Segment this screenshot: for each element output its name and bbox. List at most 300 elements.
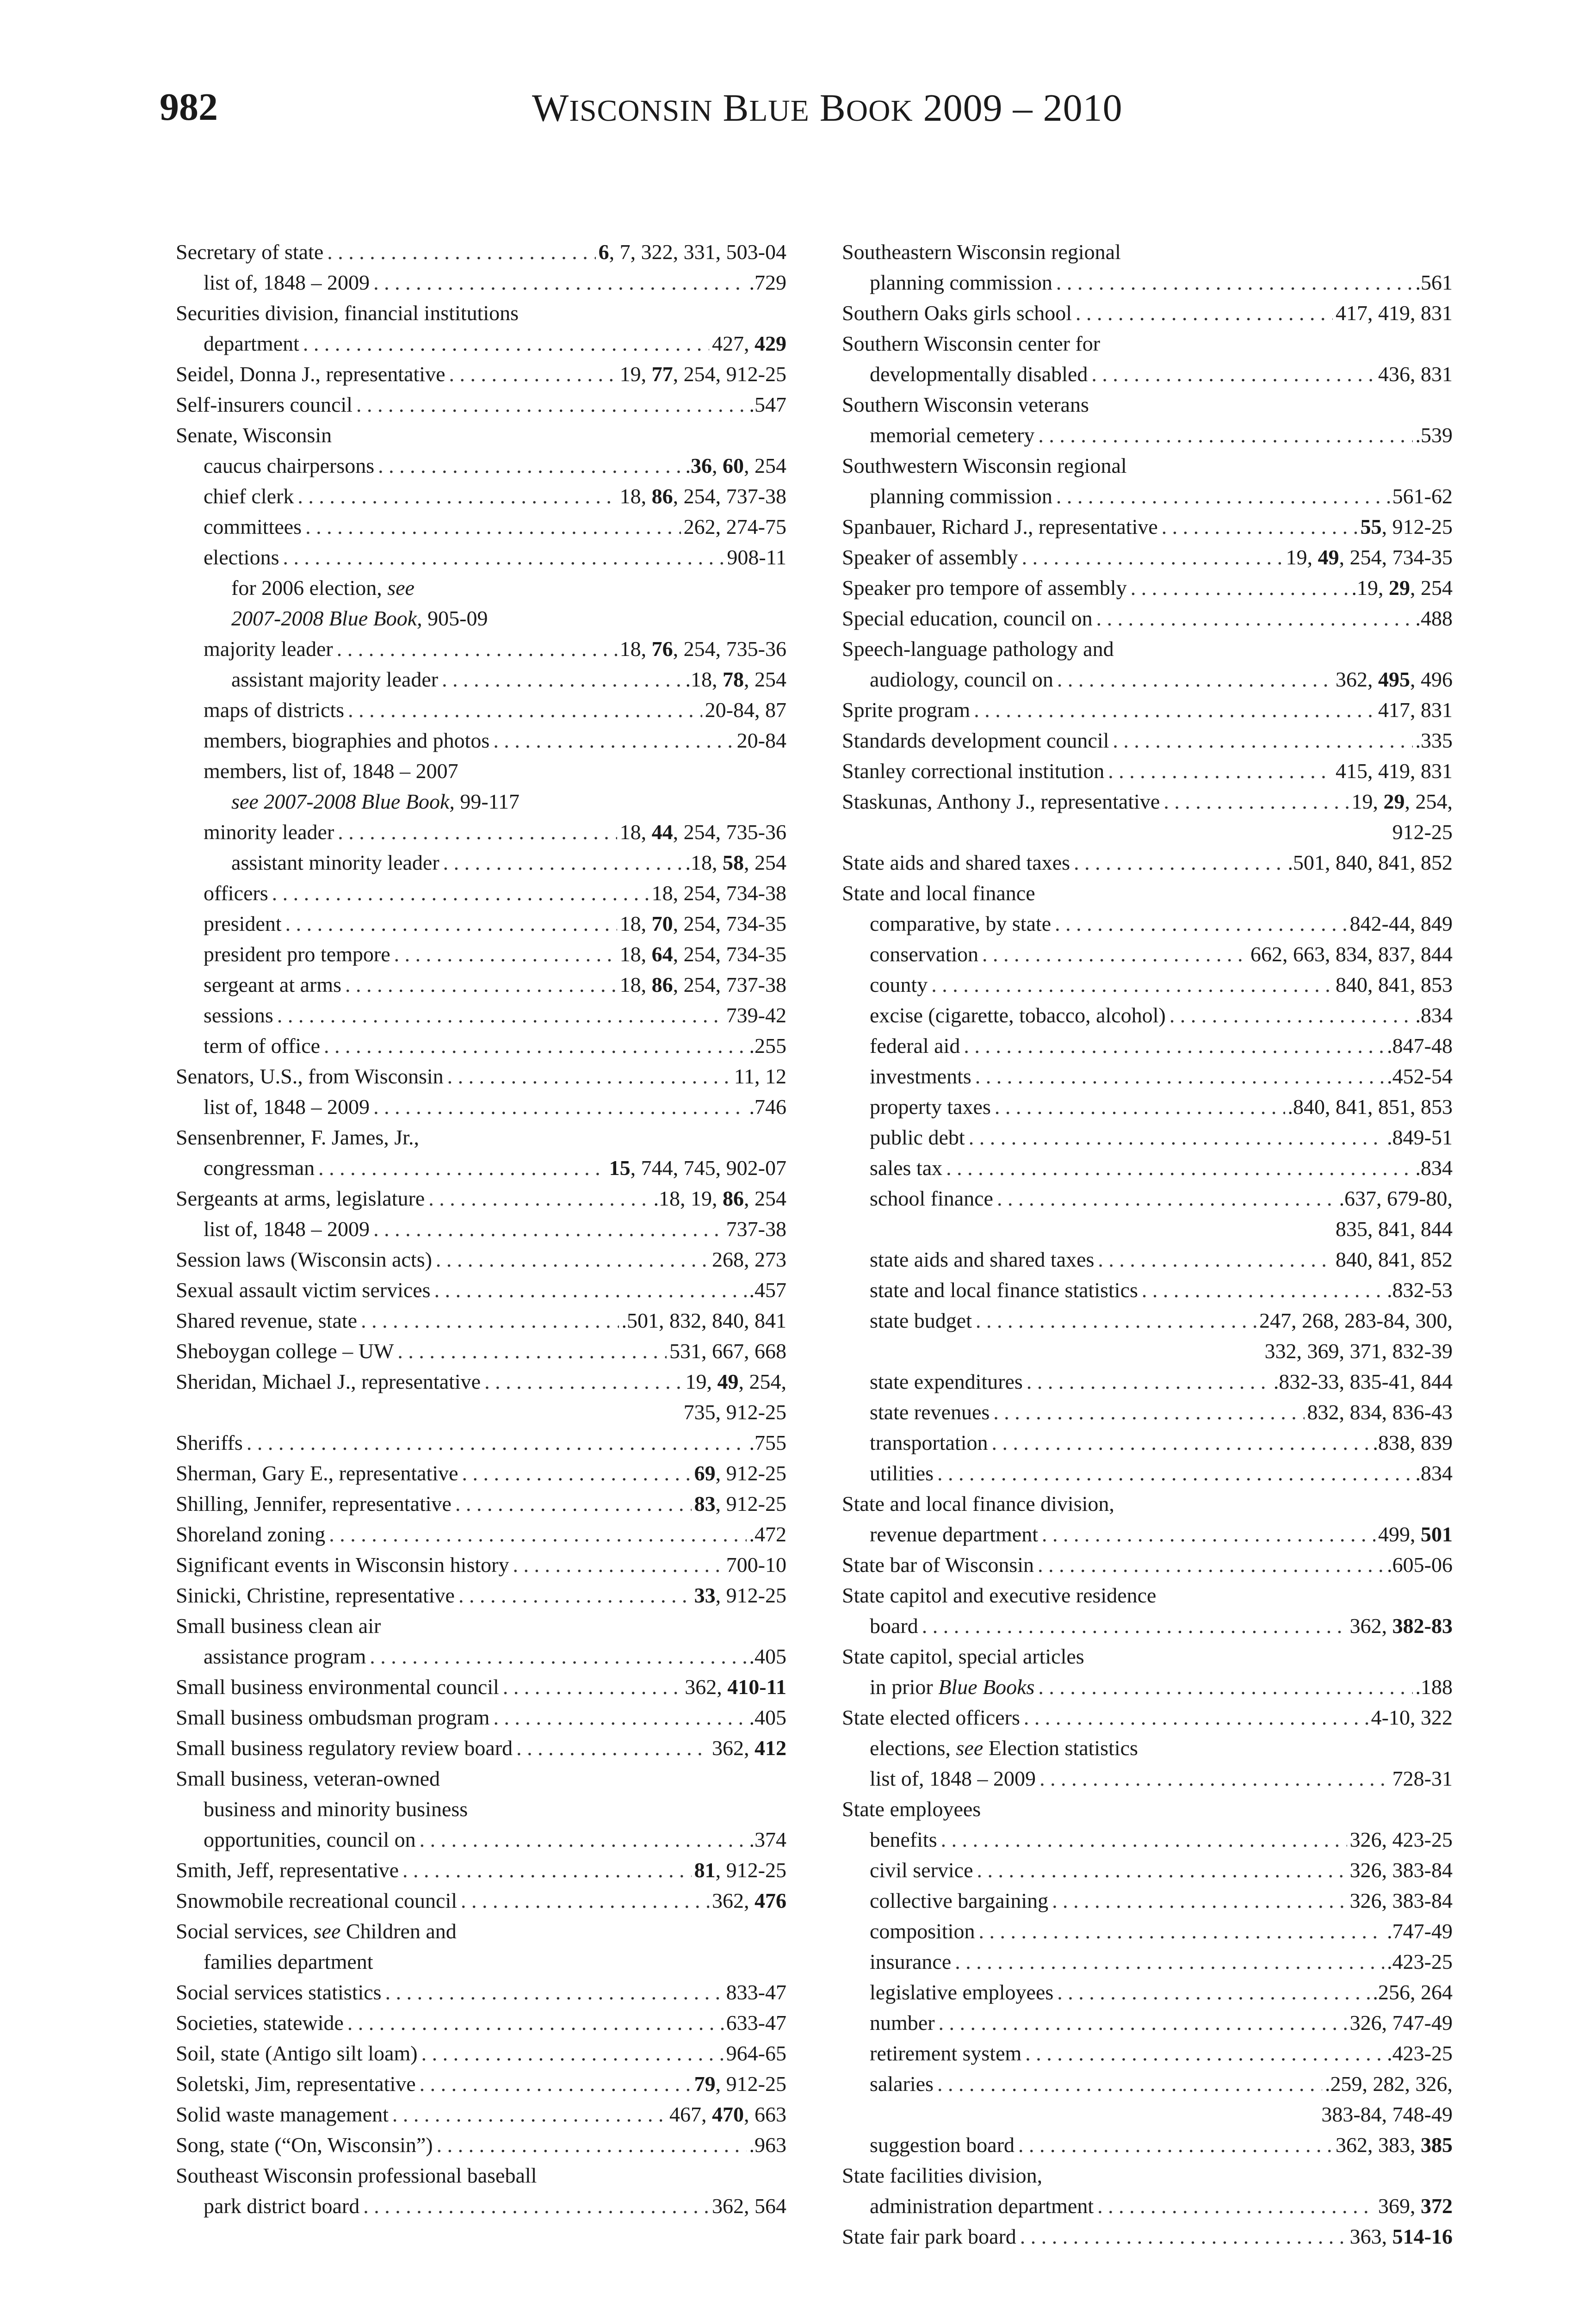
index-entry bbox=[176, 1886, 786, 1916]
leader-dots bbox=[937, 1824, 1347, 1855]
entry-pages: 908-11 bbox=[727, 545, 786, 569]
leader-dots bbox=[294, 481, 617, 512]
entry-term: president pro tempore bbox=[204, 942, 390, 966]
entry-term: sessions bbox=[204, 1003, 273, 1027]
leader-dots bbox=[452, 1489, 692, 1519]
page-number: 982 bbox=[160, 86, 218, 129]
leader-dots bbox=[1166, 1000, 1413, 1031]
entry-term: Session laws (Wisconsin acts) bbox=[176, 1248, 432, 1271]
entry-term: memorial cemetery bbox=[870, 423, 1035, 447]
index-subentry bbox=[842, 2069, 1453, 2099]
entry-term: list of, 1848 – 2009 bbox=[870, 1767, 1036, 1790]
entry-pages: 362, 383, 385 bbox=[1336, 2133, 1453, 2157]
leader-dots bbox=[1158, 512, 1358, 542]
entry-pages: .547 bbox=[749, 393, 786, 416]
index-entry bbox=[842, 878, 1453, 909]
entry-pages: 436, 831 bbox=[1378, 362, 1453, 386]
index-entry bbox=[176, 1336, 786, 1367]
index-entry bbox=[842, 2160, 1453, 2191]
index-entry bbox=[176, 390, 786, 420]
entry-pages: 326, 383-84 bbox=[1349, 1889, 1453, 1912]
index-subentry bbox=[842, 1122, 1453, 1153]
leader-dots bbox=[334, 817, 617, 847]
entry-pages: 633-47 bbox=[726, 2011, 786, 2035]
leader-dots bbox=[1053, 1977, 1370, 2008]
entry-pages: 4-10, 322 bbox=[1371, 1706, 1453, 1729]
entry-pages: 19, 77, 254, 912-25 bbox=[619, 362, 786, 386]
entry-term: families department bbox=[204, 1950, 373, 1973]
index-subentry bbox=[176, 1794, 786, 1824]
leader-dots bbox=[942, 1153, 1412, 1183]
entry-pages: 835, 841, 844 bbox=[1336, 1217, 1453, 1241]
leader-dots bbox=[394, 1336, 667, 1367]
leader-dots bbox=[341, 970, 617, 1000]
leader-dots bbox=[1038, 1519, 1375, 1550]
entry-pages: 20-84 bbox=[736, 729, 786, 752]
entry-term: Speaker of assembly bbox=[842, 545, 1018, 569]
entry-pages: .729 bbox=[749, 271, 786, 294]
index-entry bbox=[176, 1519, 786, 1550]
index-subentry bbox=[176, 756, 786, 786]
index-entry bbox=[176, 1305, 786, 1336]
leader-dots bbox=[382, 1977, 724, 2008]
entry-term: State aids and shared taxes bbox=[842, 851, 1070, 874]
entry-term: Special education, council on bbox=[842, 606, 1093, 630]
entry-term: federal aid bbox=[870, 1034, 960, 1058]
leader-dots bbox=[934, 1458, 1413, 1489]
title-b: B bbox=[723, 87, 749, 130]
entry-term: congressman bbox=[204, 1156, 315, 1180]
entry-term: transportation bbox=[870, 1431, 988, 1454]
entry-term: Sheridan, Michael J., representative bbox=[176, 1370, 481, 1393]
entry-term: Southeastern Wisconsin regional bbox=[842, 240, 1121, 264]
entry-pages: 415, 419, 831 bbox=[1336, 759, 1453, 783]
leader-dots bbox=[489, 725, 734, 756]
entry-term: sergeant at arms bbox=[204, 973, 342, 996]
entry-pages: 417, 419, 831 bbox=[1336, 301, 1453, 325]
entry-term: insurance bbox=[870, 1950, 952, 1973]
leader-dots bbox=[273, 1000, 724, 1031]
index-entry bbox=[176, 1855, 786, 1886]
entry-pages: 247, 268, 283-84, 300, bbox=[1259, 1309, 1453, 1332]
entry-pages: 739-42 bbox=[726, 1003, 786, 1027]
leader-dots bbox=[489, 1702, 746, 1733]
entry-pages: 18, 76, 254, 735-36 bbox=[619, 637, 786, 661]
entry-pages: .18, 19, 86, 254 bbox=[653, 1187, 786, 1210]
entry-pages: 83, 912-25 bbox=[694, 1492, 786, 1515]
entry-term: Soil, state (Antigo silt loam) bbox=[176, 2041, 418, 2065]
index-subentry bbox=[176, 939, 786, 970]
entry-term: planning commission bbox=[870, 484, 1052, 508]
index-subentry bbox=[176, 451, 786, 481]
index-entry bbox=[176, 1428, 786, 1458]
entry-pages: .18, 58, 254 bbox=[685, 851, 786, 874]
index-subentry bbox=[176, 573, 786, 603]
entry-pages: .561 bbox=[1415, 271, 1453, 294]
index-entry bbox=[176, 1763, 786, 1794]
index-subentry bbox=[176, 878, 786, 909]
entry-pages: 362, 564 bbox=[712, 2194, 786, 2218]
leader-dots bbox=[928, 970, 1333, 1000]
index-subentry bbox=[842, 1061, 1453, 1092]
entry-term: assistant minority leader bbox=[231, 851, 439, 874]
entry-term: Southern Wisconsin veterans bbox=[842, 393, 1089, 416]
title-w: W bbox=[532, 87, 569, 130]
entry-pages: 499, 501 bbox=[1378, 1522, 1453, 1546]
entry-term: Standards development council bbox=[842, 729, 1109, 752]
entry-term: majority leader bbox=[204, 637, 333, 661]
entry-term: elections, see Election statistics bbox=[870, 1736, 1138, 1760]
index-entry bbox=[842, 695, 1453, 725]
entry-pages: 531, 667, 668 bbox=[669, 1339, 786, 1363]
leader-dots bbox=[1036, 1763, 1390, 1794]
leader-dots bbox=[333, 634, 617, 664]
entry-term: public debt bbox=[870, 1126, 965, 1149]
entry-term: benefits bbox=[870, 1828, 937, 1851]
index-entry-continuation bbox=[842, 2099, 1453, 2130]
entry-term: state and local finance statistics bbox=[870, 1278, 1138, 1302]
entry-pages: .834 bbox=[1415, 1156, 1453, 1180]
title-isconsin: ISCONSIN bbox=[569, 94, 713, 128]
index-subentry bbox=[176, 1092, 786, 1122]
entry-term: see 2007-2008 Blue Book, 99-117 bbox=[231, 790, 520, 813]
index-subentry bbox=[176, 267, 786, 298]
leader-dots bbox=[971, 1061, 1384, 1092]
entry-term: Shilling, Jennifer, representative bbox=[176, 1492, 452, 1515]
index-subentry bbox=[176, 1000, 786, 1031]
entry-term: State elected officers bbox=[842, 1706, 1020, 1729]
leader-dots bbox=[988, 1428, 1370, 1458]
leader-dots bbox=[1015, 2130, 1333, 2160]
entry-pages: 840, 841, 852 bbox=[1336, 1248, 1453, 1271]
entry-pages: 18, 86, 254, 737-38 bbox=[619, 973, 786, 996]
index-subentry bbox=[842, 420, 1453, 451]
entry-term: board bbox=[870, 1614, 918, 1638]
entry-term: utilities bbox=[870, 1461, 934, 1485]
entry-pages: 326, 423-25 bbox=[1349, 1828, 1453, 1851]
index-subentry bbox=[842, 1763, 1453, 1794]
index-subentry bbox=[842, 1367, 1453, 1397]
title-ook: OOK bbox=[846, 94, 913, 128]
entry-pages: 15, 744, 745, 902-07 bbox=[609, 1156, 786, 1180]
entry-pages: .637, 679-80, bbox=[1339, 1187, 1453, 1210]
index-entry bbox=[842, 1702, 1453, 1733]
index-entry bbox=[176, 2038, 786, 2069]
entry-term: officers bbox=[204, 881, 268, 905]
entry-term: property taxes bbox=[870, 1095, 991, 1119]
entry-term: Small business environmental council bbox=[176, 1675, 499, 1699]
entry-pages: 6, 7, 322, 331, 503-04 bbox=[598, 240, 786, 264]
leader-dots bbox=[432, 1244, 709, 1275]
index-entry bbox=[842, 2221, 1453, 2252]
entry-term: State fair park board bbox=[842, 2225, 1016, 2248]
leader-dots bbox=[299, 328, 709, 359]
entry-term: Snowmobile recreational council bbox=[176, 1889, 458, 1912]
leader-dots bbox=[445, 359, 617, 390]
leader-dots bbox=[357, 1305, 619, 1336]
entry-term: park district board bbox=[204, 2194, 360, 2218]
leader-dots bbox=[1053, 664, 1333, 695]
entry-term: Smith, Jeff, representative bbox=[176, 1858, 399, 1882]
index-entry bbox=[176, 2099, 786, 2130]
leader-dots bbox=[315, 1153, 606, 1183]
entry-pages: .423-25 bbox=[1387, 2041, 1453, 2065]
leader-dots bbox=[458, 1458, 692, 1489]
index-entry bbox=[842, 542, 1453, 573]
entry-pages: 262, 274-75 bbox=[683, 515, 786, 538]
entry-term: Senators, U.S., from Wisconsin bbox=[176, 1064, 444, 1088]
leader-dots bbox=[1048, 1886, 1347, 1916]
index-subentry bbox=[842, 1916, 1453, 1947]
entry-pages: .746 bbox=[749, 1095, 786, 1119]
entry-pages: .259, 282, 326, bbox=[1325, 2072, 1453, 2096]
leader-dots bbox=[353, 390, 747, 420]
leader-dots bbox=[1020, 1702, 1368, 1733]
index-subentry bbox=[176, 542, 786, 573]
entry-pages: .405 bbox=[749, 1706, 786, 1729]
entry-pages: .539 bbox=[1415, 423, 1453, 447]
entry-pages: 19, 49, 254, 734-35 bbox=[1286, 545, 1453, 569]
entry-pages: 362, 476 bbox=[712, 1889, 786, 1912]
index-entry bbox=[176, 1244, 786, 1275]
index-entry bbox=[176, 2008, 786, 2038]
leader-dots bbox=[366, 1641, 746, 1672]
entry-term: Senate, Wisconsin bbox=[176, 423, 332, 447]
entry-term: caucus chairpersons bbox=[204, 454, 375, 477]
entry-term: State facilities division, bbox=[842, 2164, 1043, 2187]
leader-dots bbox=[1094, 2191, 1375, 2221]
leader-dots bbox=[1094, 1244, 1333, 1275]
index-entry bbox=[842, 451, 1453, 481]
entry-term: members, biographies and photos bbox=[204, 729, 490, 752]
entry-pages: 737-38 bbox=[726, 1217, 786, 1241]
entry-term: list of, 1848 – 2009 bbox=[204, 271, 370, 294]
entry-pages: .452-54 bbox=[1387, 1064, 1453, 1088]
leader-dots bbox=[951, 1947, 1384, 1977]
entry-pages: .605-06 bbox=[1387, 1553, 1453, 1577]
leader-dots bbox=[1023, 1367, 1271, 1397]
entry-term: State and local finance division, bbox=[842, 1492, 1114, 1515]
entry-pages: 18, 254, 734-38 bbox=[651, 881, 786, 905]
index-subentry bbox=[842, 2008, 1453, 2038]
index-entry bbox=[842, 725, 1453, 756]
entry-term: collective bargaining bbox=[870, 1889, 1049, 1912]
entry-term: list of, 1848 – 2009 bbox=[204, 1217, 370, 1241]
entry-term: Secretary of state bbox=[176, 240, 324, 264]
leader-dots bbox=[1127, 573, 1349, 603]
leader-dots bbox=[431, 1275, 747, 1305]
entry-pages: .488 bbox=[1415, 606, 1453, 630]
index-subentry bbox=[176, 909, 786, 939]
leader-dots bbox=[359, 2191, 709, 2221]
index-column-left bbox=[176, 237, 786, 2221]
index-subentry bbox=[842, 1886, 1453, 1916]
leader-dots bbox=[370, 267, 746, 298]
entry-pages: .834 bbox=[1415, 1461, 1453, 1485]
entry-term: Speaker pro tempore of assembly bbox=[842, 576, 1127, 600]
leader-dots bbox=[970, 695, 1375, 725]
entry-term: Small business ombudsman program bbox=[176, 1706, 490, 1729]
leader-dots bbox=[1021, 2038, 1384, 2069]
entry-term: composition bbox=[870, 1919, 975, 1943]
leader-dots bbox=[457, 1886, 709, 1916]
leader-dots bbox=[1052, 481, 1390, 512]
entry-term: Sheriffs bbox=[176, 1431, 243, 1454]
entry-term: Soletski, Jim, representative bbox=[176, 2072, 416, 2096]
entry-term: civil service bbox=[870, 1858, 973, 1882]
entry-term: Securities division, financial institutions bbox=[176, 301, 519, 325]
leader-dots bbox=[1034, 1550, 1384, 1580]
leader-dots bbox=[972, 1305, 1256, 1336]
entry-term: Song, state (“On, Wisconsin”) bbox=[176, 2133, 433, 2157]
entry-term: Sergeants at arms, legislature bbox=[176, 1187, 425, 1210]
index-subentry bbox=[842, 359, 1453, 390]
entry-term: minority leader bbox=[204, 820, 334, 844]
entry-term: in prior Blue Books bbox=[870, 1675, 1035, 1699]
leader-dots bbox=[978, 939, 1248, 970]
entry-term: Shoreland zoning bbox=[176, 1522, 326, 1546]
leader-dots bbox=[320, 1031, 746, 1061]
entry-pages: 427, 429 bbox=[712, 332, 786, 355]
entry-term: investments bbox=[870, 1064, 971, 1088]
entry-pages: 18, 86, 254, 737-38 bbox=[619, 484, 786, 508]
leader-dots bbox=[1034, 420, 1412, 451]
entry-term: conservation bbox=[870, 942, 979, 966]
entry-term: Southern Oaks girls school bbox=[842, 301, 1072, 325]
index-entry-continuation bbox=[842, 817, 1453, 847]
leader-dots bbox=[960, 1031, 1384, 1061]
index-entry bbox=[842, 328, 1453, 359]
entry-pages: 268, 273 bbox=[712, 1248, 786, 1271]
entry-term: Sexual assault victim services bbox=[176, 1278, 431, 1302]
entry-term: State capitol, special articles bbox=[842, 1645, 1084, 1668]
entry-term: Sheboygan college – UW bbox=[176, 1339, 394, 1363]
entry-pages: .747-49 bbox=[1387, 1919, 1453, 1943]
index-entry bbox=[842, 1580, 1453, 1611]
leader-dots bbox=[268, 878, 649, 909]
entry-term: Small business, veteran-owned bbox=[176, 1767, 440, 1790]
entry-pages: 832, 834, 836-43 bbox=[1307, 1400, 1453, 1424]
entry-term: salaries bbox=[870, 2072, 934, 2096]
index-subentry bbox=[842, 2191, 1453, 2221]
entry-term: list of, 1848 – 2009 bbox=[204, 1095, 370, 1119]
leader-dots bbox=[370, 1214, 724, 1244]
index-subentry bbox=[842, 2038, 1453, 2069]
entry-pages: 18, 70, 254, 734-35 bbox=[619, 912, 786, 935]
leader-dots bbox=[1088, 359, 1375, 390]
index-entry-continuation bbox=[842, 1336, 1453, 1367]
index-subentry bbox=[842, 1153, 1453, 1183]
entry-term: retirement system bbox=[870, 2041, 1022, 2065]
leader-dots bbox=[279, 542, 724, 573]
index-entry bbox=[842, 603, 1453, 634]
leader-dots bbox=[481, 1367, 682, 1397]
index-subentry bbox=[842, 909, 1453, 939]
entry-term: legislative employees bbox=[870, 1980, 1054, 2004]
index-subentry bbox=[842, 1611, 1453, 1641]
leader-dots bbox=[416, 2069, 692, 2099]
entry-term: committees bbox=[204, 515, 302, 538]
entry-term: suggestion board bbox=[870, 2133, 1015, 2157]
entry-pages: .849-51 bbox=[1387, 1126, 1453, 1149]
entry-term: Southeast Wisconsin professional baseball bbox=[176, 2164, 537, 2187]
entry-pages: .755 bbox=[749, 1431, 786, 1454]
entry-pages: .18, 78, 254 bbox=[685, 668, 786, 691]
entry-pages: .834 bbox=[1415, 1003, 1453, 1027]
title-lue: LUE bbox=[749, 94, 810, 128]
index-entry bbox=[176, 1275, 786, 1305]
index-entry bbox=[842, 1641, 1453, 1672]
entry-term: Sherman, Gary E., representative bbox=[176, 1461, 458, 1485]
index-entry bbox=[842, 298, 1453, 328]
leader-dots bbox=[370, 1092, 746, 1122]
entry-term: assistant majority leader bbox=[231, 668, 439, 691]
index-subentry bbox=[176, 817, 786, 847]
index-entry bbox=[176, 298, 786, 328]
entry-pages: 362, 495, 496 bbox=[1336, 668, 1453, 691]
entry-pages: 662, 663, 834, 837, 844 bbox=[1250, 942, 1453, 966]
entry-term: opportunities, council on bbox=[204, 1828, 416, 1851]
index-subentry bbox=[176, 786, 786, 817]
index-entry-continuation bbox=[842, 1214, 1453, 1244]
leader-dots bbox=[344, 2008, 724, 2038]
leader-dots bbox=[1104, 756, 1333, 786]
entry-pages: 912-25 bbox=[1392, 820, 1453, 844]
leader-dots bbox=[344, 695, 702, 725]
index-column-right bbox=[842, 237, 1453, 2252]
entry-term: Social services, see Children and bbox=[176, 1919, 457, 1943]
index-subentry bbox=[842, 1458, 1453, 1489]
leader-dots bbox=[1160, 786, 1349, 817]
running-header bbox=[532, 87, 1123, 130]
leader-dots bbox=[302, 512, 681, 542]
index-entry bbox=[842, 573, 1453, 603]
leader-dots bbox=[990, 1397, 1304, 1428]
index-entry bbox=[176, 1183, 786, 1214]
index-subentry bbox=[176, 664, 786, 695]
title-years: 2009 – 2010 bbox=[923, 87, 1123, 130]
leader-dots bbox=[455, 1580, 692, 1611]
leader-dots bbox=[390, 939, 617, 970]
entry-term: term of office bbox=[204, 1034, 321, 1058]
entry-pages: 81, 912-25 bbox=[694, 1858, 786, 1882]
index-entry bbox=[176, 1122, 786, 1153]
entry-term: Sinicki, Christine, representative bbox=[176, 1583, 455, 1607]
index-subentry bbox=[842, 1977, 1453, 2008]
index-subentry bbox=[842, 1305, 1453, 1336]
index-subentry bbox=[842, 1183, 1453, 1214]
entry-term: revenue department bbox=[870, 1522, 1038, 1546]
entry-pages: .335 bbox=[1415, 729, 1453, 752]
entry-term: comparative, by state bbox=[870, 912, 1052, 935]
entry-term: State and local finance bbox=[842, 881, 1035, 905]
entry-pages: .838, 839 bbox=[1373, 1431, 1453, 1454]
index-subentry bbox=[842, 1733, 1453, 1763]
index-subentry bbox=[176, 328, 786, 359]
leader-dots bbox=[975, 1916, 1384, 1947]
leader-dots bbox=[1070, 847, 1285, 878]
index-entry bbox=[842, 1489, 1453, 1519]
entry-pages: 55, 912-25 bbox=[1360, 515, 1453, 538]
index-entry bbox=[176, 1611, 786, 1641]
index-entry-continuation bbox=[176, 1397, 786, 1428]
entry-term: assistance program bbox=[204, 1645, 366, 1668]
index-subentry bbox=[176, 847, 786, 878]
leader-dots bbox=[1138, 1275, 1384, 1305]
index-subentry bbox=[176, 725, 786, 756]
entry-pages: 332, 369, 371, 832-39 bbox=[1264, 1339, 1453, 1363]
entry-term: school finance bbox=[870, 1187, 993, 1210]
